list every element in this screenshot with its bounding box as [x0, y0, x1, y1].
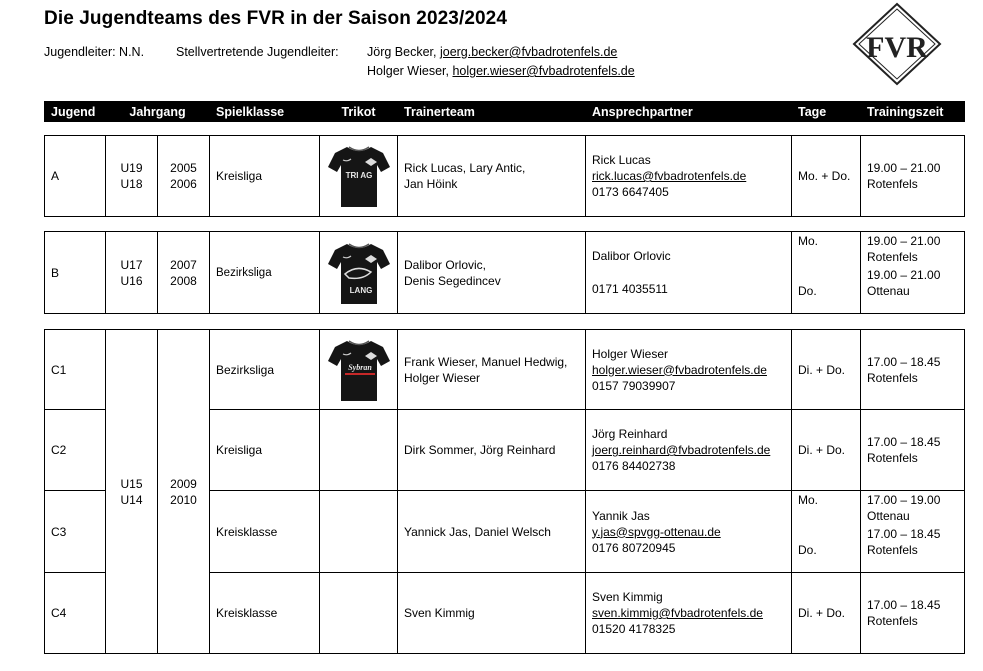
training-time: 17.00 – 18.45 [867, 527, 941, 541]
team-shirt [320, 573, 398, 654]
team-age-classes [106, 330, 158, 654]
youth-leader-label: Jugendleiter: N.N. [44, 45, 145, 59]
trainer-line: Rick Lucas, Lary Antic, [404, 161, 526, 175]
training-day: Mo. [798, 493, 819, 507]
team-trainers: Yannick Jas, Daniel Welsch [398, 491, 586, 573]
team-contact [586, 330, 792, 410]
birth-year: 2007 [170, 257, 197, 272]
team-jugend: C4 [45, 573, 106, 654]
contact-phone: 0157 79039907 [592, 378, 676, 393]
team-shirt [320, 330, 398, 410]
team-days: Di. + Do. [792, 573, 861, 654]
svg-text:LANG: LANG [349, 285, 372, 295]
training-day: Do. [798, 284, 817, 298]
team-training-time [861, 136, 965, 217]
contact-name: Jörg Reinhard [592, 427, 668, 441]
team-days: Di. + Do. [792, 410, 861, 491]
header-trikot: Trikot [320, 102, 398, 122]
age-class: U15 [120, 476, 143, 491]
header-jahrgang: Jahrgang [106, 102, 210, 122]
training-place: Rotenfels [867, 614, 918, 628]
contact-email-link[interactable]: holger.wieser@fvbadrotenfels.de [592, 362, 767, 377]
team-shirt [320, 491, 398, 573]
contact-email-link[interactable]: sven.kimmig@fvbadrotenfels.de [592, 606, 763, 620]
deputy-leader-label: Stellvertretende Jugendleiter: [176, 45, 339, 59]
header-trainerteam: Trainerteam [398, 102, 586, 122]
table-header [44, 101, 965, 122]
deputy-email-link[interactable]: holger.wieser@fvbadrotenfels.de [452, 64, 635, 78]
birth-year: 2005 [170, 161, 197, 175]
club-logo [852, 2, 942, 86]
training-time: 19.00 – 21.00 [867, 234, 941, 248]
team-training-time [861, 573, 965, 654]
team-birth-years [158, 232, 210, 314]
deputy-leader-2 [367, 64, 635, 78]
contact-email-link[interactable]: joerg.reinhard@fvbadrotenfels.de [592, 443, 771, 457]
training-place: Rotenfels [867, 177, 918, 191]
table-row [45, 330, 965, 410]
training-time: 17.00 – 19.00 [867, 493, 941, 507]
trainer-line: Jan Höink [404, 177, 458, 191]
contact-phone: 0176 84402738 [592, 459, 676, 473]
team-age-classes [106, 136, 158, 217]
team-birth-years [158, 330, 210, 654]
svg-text:TRI AG: TRI AG [345, 171, 372, 180]
team-trainers [398, 136, 586, 217]
team-days [792, 232, 861, 314]
team-league: Kreisliga [210, 136, 320, 217]
contact-name: Yannik Jas [592, 508, 650, 523]
team-birth-years [158, 136, 210, 217]
age-class: U19 [120, 161, 143, 175]
birth-year: 2009 [170, 476, 197, 491]
contact-email-link[interactable]: rick.lucas@fvbadrotenfels.de [592, 169, 747, 183]
deputy-email-link[interactable]: joerg.becker@fvbadrotenfels.de [439, 45, 618, 59]
trainer-line: Dalibor Orlovic, [404, 257, 487, 272]
team-a-table [44, 135, 965, 217]
contact-phone: 0171 4035511 [592, 282, 668, 296]
team-trainers: Dirk Sommer, Jörg Reinhard [398, 410, 586, 491]
team-c-table [44, 329, 965, 654]
birth-year: 2010 [170, 492, 197, 507]
training-time: 17.00 – 18.45 [867, 354, 941, 369]
age-class: U17 [120, 257, 143, 272]
team-contact [586, 136, 792, 217]
team-shirt [320, 232, 398, 314]
header-spielklasse: Spielklasse [210, 102, 320, 122]
contact-phone: 0176 80720945 [592, 540, 676, 555]
trainer-line: Frank Wieser, Manuel Hedwig, [404, 354, 568, 369]
contact-phone: 01520 4178325 [592, 622, 676, 636]
team-league: Kreisklasse [210, 491, 320, 573]
contact-name: Rick Lucas [592, 153, 651, 167]
training-time: 19.00 – 21.00 [867, 268, 941, 282]
deputy-name: Holger Wieser, [367, 64, 449, 78]
team-trainers [398, 330, 586, 410]
training-day: Do. [798, 543, 817, 557]
training-time: 17.00 – 18.45 [867, 435, 941, 449]
table-row [45, 136, 965, 217]
training-place: Rotenfels [867, 250, 918, 264]
age-class: U16 [120, 273, 143, 288]
age-class: U18 [120, 177, 143, 191]
header-trainingszeit: Trainingszeit [861, 102, 965, 122]
table-row [45, 232, 965, 314]
shirt-image [327, 143, 391, 209]
team-contact [586, 410, 792, 491]
team-contact [586, 573, 792, 654]
training-place: Ottenau [867, 509, 910, 523]
contact-name: Holger Wieser [592, 346, 669, 361]
deputy-name: Jörg Becker, [367, 45, 437, 59]
team-days: Mo. + Do. [792, 136, 861, 217]
team-jugend: B [45, 232, 106, 314]
team-training-time [861, 491, 965, 573]
trainer-line: Holger Wieser [404, 370, 481, 385]
training-place: Rotenfels [867, 370, 918, 385]
deputy-leader-1 [367, 45, 617, 59]
team-age-classes [106, 232, 158, 314]
contact-email-link[interactable]: y.jas@spvgg-ottenau.de [592, 524, 721, 539]
training-time: 19.00 – 21.00 [867, 161, 941, 175]
team-trainers: Sven Kimmig [398, 573, 586, 654]
contact-name: Sven Kimmig [592, 590, 663, 604]
trainer-line: Denis Segedincev [404, 273, 501, 288]
training-place: Rotenfels [867, 543, 918, 557]
team-league: Bezirksliga [210, 232, 320, 314]
team-training-time [861, 410, 965, 491]
team-jugend: C3 [45, 491, 106, 573]
team-trainers [398, 232, 586, 314]
team-days: Di. + Do. [792, 330, 861, 410]
team-jugend: C1 [45, 330, 106, 410]
team-shirt [320, 410, 398, 491]
team-training-time [861, 232, 965, 314]
team-b-table [44, 231, 965, 314]
team-shirt [320, 136, 398, 217]
page-title: Die Jugendteams des FVR in der Saison 2023/2024 [44, 8, 508, 29]
birth-year: 2006 [170, 177, 197, 191]
team-training-time [861, 330, 965, 410]
team-league: Bezirksliga [210, 330, 320, 410]
header-tage: Tage [792, 102, 861, 122]
team-contact [586, 232, 792, 314]
training-day: Mo. [798, 234, 819, 248]
shirt-image [327, 240, 391, 306]
shirt-image [327, 337, 391, 403]
team-contact [586, 491, 792, 573]
training-time: 17.00 – 18.45 [867, 598, 941, 612]
birth-year: 2008 [170, 273, 197, 288]
header-ansprechpartner: Ansprechpartner [586, 102, 792, 122]
team-jugend: A [45, 136, 106, 217]
team-jugend: C2 [45, 410, 106, 491]
logo-text: FVR [866, 31, 928, 64]
training-place: Ottenau [867, 284, 910, 298]
age-class: U14 [120, 492, 143, 507]
team-days [792, 491, 861, 573]
training-place: Rotenfels [867, 451, 918, 465]
team-league: Kreisklasse [210, 573, 320, 654]
svg-text:Sybran: Sybran [347, 362, 372, 372]
team-league: Kreisliga [210, 410, 320, 491]
contact-name: Dalibor Orlovic [592, 249, 671, 263]
header-jugend: Jugend [45, 102, 106, 122]
contact-phone: 0173 6647405 [592, 185, 669, 199]
